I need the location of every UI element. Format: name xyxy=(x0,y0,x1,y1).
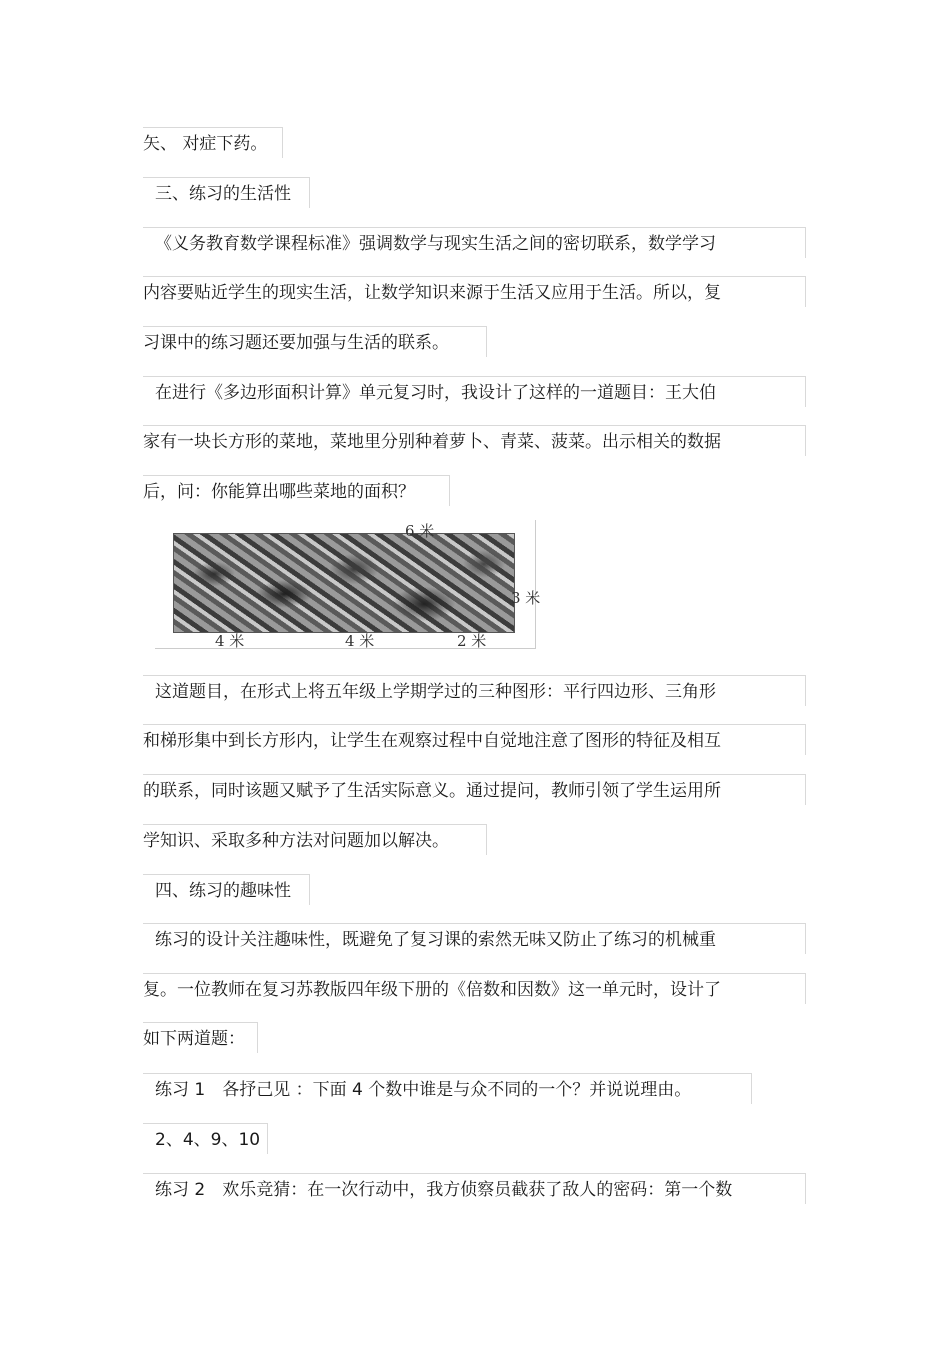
paragraph-line: 复。一位教师在复习苏教版四年级下册的《倍数和因数》这一单元时，设计了 xyxy=(143,980,721,1000)
paragraph-line: 《义务教育数学课程标准》强调数学与现实生活之间的密切联系，数学学习 xyxy=(155,234,716,254)
label-top: 6 米 xyxy=(405,522,435,540)
exercise-line: 练习 1 各抒己见 ：下面 4 个数中谁是与众不同的一个？并说说理由。 xyxy=(155,1080,692,1100)
number-list: 2、4、9、10 xyxy=(155,1130,261,1150)
paragraph-line: 和梯形集中到长方形内，让学生在观察过程中自觉地注意了图形的特征及相互 xyxy=(143,731,721,751)
paragraph-line: 这道题目，在形式上将五年级上学期学过的三种图形：平行四边形、三角形 xyxy=(155,682,716,702)
paragraph-line: 内容要贴近学生的现实生活，让数学知识来源于生活又应用于生活。所以，复 xyxy=(143,283,721,303)
paragraph-line: 的联系，同时该题又赋予了生活实际意义。通过提问，教师引领了学生运用所 xyxy=(143,781,721,801)
paragraph-line: 后，问：你能算出哪些菜地的面积？ xyxy=(143,482,415,502)
paragraph-line: 习课中的练习题还要加强与生活的联系。 xyxy=(143,333,449,353)
vegetable-plot-figure xyxy=(155,520,565,662)
label-bottom-1: 4 米 xyxy=(215,632,245,650)
paragraph-line: 学知识、采取多种方法对问题加以解决。 xyxy=(143,831,449,851)
paragraph-line: 在进行《多边形面积计算》单元复习时，我设计了这样的一道题目：王大伯 xyxy=(155,383,716,403)
vegetable-garden-image xyxy=(173,533,515,633)
label-right: 3 米 xyxy=(511,589,541,607)
label-bottom-2: 4 米 xyxy=(345,632,375,650)
label-bottom-3: 2 米 xyxy=(457,632,487,650)
section-heading: 四、练习的趣味性 xyxy=(155,881,291,901)
exercise-line: 练习 2 欢乐竞猜：在一次行动中，我方侦察员截获了敌人的密码：第一个数 xyxy=(155,1180,733,1200)
section-heading: 三、练习的生活性 xyxy=(155,184,291,204)
paragraph-line: 矢、 对症下药。 xyxy=(143,134,268,154)
paragraph-line: 如下两道题： xyxy=(143,1029,245,1049)
paragraph-line: 家有一块长方形的菜地，菜地里分别种着萝卜、青菜、菠菜。出示相关的数据 xyxy=(143,432,721,452)
paragraph-line: 练习的设计关注趣味性，既避免了复习课的索然无味又防止了练习的机械重 xyxy=(155,930,716,950)
